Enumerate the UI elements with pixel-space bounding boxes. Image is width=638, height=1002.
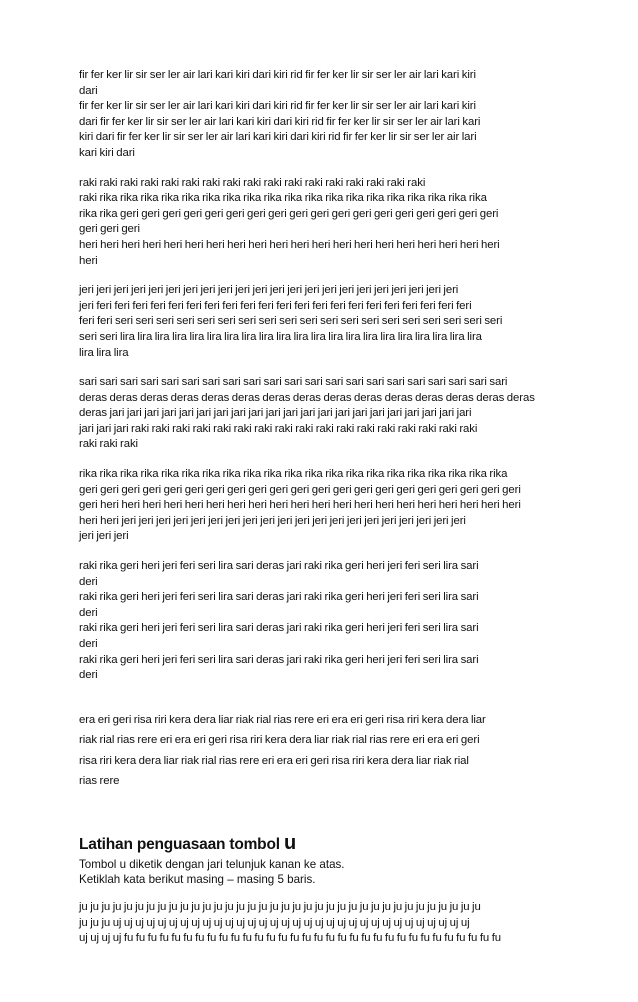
text-line: geri heri heri heri heri heri heri heri heri heri heri heri heri heri heri heri heri heri heri heri heri	[79, 499, 521, 512]
text-line: fir fer ker lir sir ser ler air lari kari kiri dari kiri rid fir fer ker lir sir ser ler air lari kari kiri	[79, 100, 476, 113]
exercise-paragraph	[79, 176, 564, 270]
section-intro	[79, 857, 564, 888]
exercise-paragraph	[79, 375, 564, 453]
text-line: deras deras deras deras deras deras deras deras deras deras deras deras deras deras deras	[79, 391, 535, 404]
section-heading-text: Latihan penguasaan tombol	[79, 835, 284, 853]
text-line: raki rika geri heri jeri feri seri lira sari deras jari raki rika geri heri jeri feri seri lira sari	[79, 591, 479, 604]
text-line: heri	[79, 254, 98, 267]
text-line: heri heri jeri jeri jeri jeri jeri jeri jeri jeri jeri jeri jeri jeri jeri jeri jeri jeri jeri jeri jeri jeri	[79, 514, 466, 527]
intro-line: Tombol u diketik dengan jari telunjuk kanan ke atas.	[79, 857, 345, 871]
document-page	[79, 68, 564, 947]
text-line: raki raki raki	[79, 438, 138, 451]
section-heading-key: u	[283, 831, 296, 854]
section-u	[79, 832, 564, 947]
text-line: risa riri kera dera liar riak rial rias rere eri era eri geri risa riri kera dera liar riak rial	[79, 754, 469, 767]
text-line: ju ju ju ju ju ju ju ju ju ju ju ju ju ju ju ju ju ju ju ju ju ju ju ju ju ju ju ju ju ju ju ju ju ju ju ju	[79, 900, 481, 913]
text-line: geri geri geri geri geri geri geri geri geri geri geri geri geri geri geri geri geri geri geri geri geri	[79, 483, 521, 496]
text-line: dari fir fer ker lir sir ser ler air lari kari kiri dari kiri rid fir fer ker lir sir ser ler air lari kari	[79, 115, 481, 128]
text-line: jeri feri feri feri feri feri feri feri feri feri feri feri feri feri feri feri feri feri feri feri feri feri	[79, 299, 472, 312]
text-line: dari	[79, 84, 98, 97]
text-line: rias rere	[79, 775, 120, 788]
text-line: sari sari sari sari sari sari sari sari sari sari sari sari sari sari sari sari sari sari sari sari sari	[79, 376, 508, 389]
exercise-paragraph	[79, 68, 564, 162]
exercise-paragraph	[79, 467, 564, 545]
text-line: deras jari jari jari jari jari jari jari jari jari jari jari jari jari jari jari jari jari jari jari jari jari	[79, 407, 472, 420]
intro-line: Ketiklah kata berikut masing – masing 5 baris.	[79, 873, 316, 887]
text-line: raki rika geri heri jeri feri seri lira sari deras jari raki rika geri heri jeri feri seri lira sari	[79, 622, 479, 635]
text-line: rika rika rika rika rika rika rika rika rika rika rika rika rika rika rika rika rika rika rika rika rika	[79, 468, 508, 481]
exercise-block-raki	[79, 176, 564, 270]
text-line: kiri dari fir fer ker lir sir ser ler air lari kari kiri dari kiri rid fir fer ker lir sir ser ler air lari	[79, 131, 477, 144]
exercise-block-era	[79, 710, 564, 792]
exercise-block-jeri	[79, 283, 564, 361]
text-line: lira lira lira	[79, 346, 129, 359]
text-line: deri	[79, 669, 98, 682]
exercise-paragraph	[79, 559, 564, 684]
text-line: fir fer ker lir sir ser ler air lari kari kiri dari kiri rid fir fer ker lir sir ser ler air lari kari kiri	[79, 69, 476, 81]
exercise-block-mixed	[79, 559, 564, 684]
exercise-block-rika	[79, 467, 564, 545]
text-line: deri	[79, 606, 98, 619]
text-line: riak rial rias rere eri era eri geri risa riri kera dera liar riak rial rias rere eri era eri geri	[79, 734, 480, 747]
text-line: era eri geri risa riri kera dera liar riak rial rias rere eri era eri geri risa riri kera dera liar	[79, 713, 486, 726]
text-line: heri heri heri heri heri heri heri heri heri heri heri heri heri heri heri heri heri heri heri heri	[79, 238, 500, 251]
text-line: raki rika geri heri jeri feri seri lira sari deras jari raki rika geri heri jeri feri seri lira sari	[79, 653, 479, 666]
exercise-block-fir	[79, 68, 564, 162]
exercise-paragraph	[79, 710, 564, 792]
text-line: deri	[79, 575, 98, 588]
text-line: feri feri seri seri seri seri seri seri seri seri seri seri seri seri seri seri seri seri seri seri seri	[79, 315, 503, 328]
section-heading	[79, 832, 564, 855]
text-line: jeri jeri jeri	[79, 530, 129, 543]
text-line: raki rika rika rika rika rika rika rika rika rika rika rika rika rika rika rika rika rika rika rika	[79, 192, 487, 205]
exercise-block-sari	[79, 375, 564, 453]
exercise-paragraph	[79, 900, 564, 947]
text-line: raki rika geri heri jeri feri seri lira sari deras jari raki rika geri heri jeri feri seri lira sari	[79, 560, 479, 573]
exercise-paragraph	[79, 283, 564, 361]
text-line: jeri jeri jeri jeri jeri jeri jeri jeri jeri jeri jeri jeri jeri jeri jeri jeri jeri jeri jeri jeri jeri jeri	[79, 284, 459, 297]
text-line: uj uj uj uj fu fu fu fu fu fu fu fu fu fu fu fu fu fu fu fu fu fu fu fu fu fu fu fu fu fu fu fu fu fu fu fu	[79, 932, 502, 945]
text-line: raki raki raki raki raki raki raki raki raki raki raki raki raki raki raki raki raki	[79, 176, 426, 189]
text-line: geri geri geri	[79, 223, 140, 236]
text-line: rika rika geri geri geri geri geri geri geri geri geri geri geri geri geri geri geri geri geri geri	[79, 207, 499, 220]
text-line: kari kiri dari	[79, 146, 135, 159]
text-line: jari jari jari raki raki raki raki raki raki raki raki raki raki raki raki raki raki raki raki raki	[79, 422, 478, 435]
text-line: deri	[79, 638, 98, 650]
text-line: ju ju ju uj uj uj uj uj uj uj uj uj uj uj uj uj uj uj uj uj uj uj uj uj uj uj uj uj uj uj uj uj uj uj uj	[79, 916, 470, 929]
text-line: seri seri lira lira lira lira lira lira lira lira lira lira lira lira lira lira lira lira lira lira lira lira lira	[79, 330, 482, 343]
